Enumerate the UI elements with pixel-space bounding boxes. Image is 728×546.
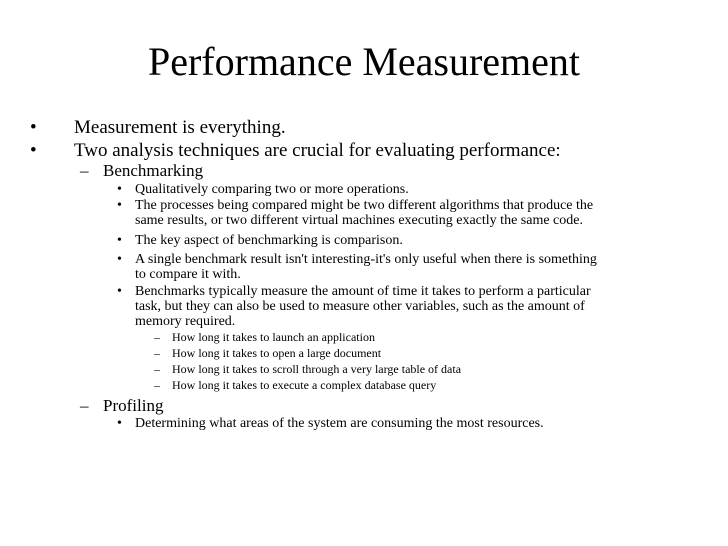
slide-title: Performance Measurement [147, 39, 581, 84]
dash-icon: – [80, 161, 89, 180]
list-item-text: Benchmarking [103, 161, 204, 180]
list-item-text: How long it takes to launch an application [172, 330, 375, 344]
bullet-icon: • [117, 233, 122, 248]
list-item-text: task, but they can also be used to measure other variables, such as the amount of [135, 299, 585, 314]
bullet-icon: • [117, 416, 122, 431]
list-item-text: The key aspect of benchmarking is comparison. [135, 233, 403, 248]
list-item-text: Determining what areas of the system are consuming the most resources. [135, 416, 544, 431]
bullet-icon: • [117, 198, 122, 213]
list-item-text: Benchmarks typically measure the amount of time it takes to perform a particular [135, 284, 591, 299]
list-item-text: Two analysis techniques are crucial for evaluating performance: [74, 140, 561, 161]
list-item-text: How long it takes to execute a complex database query [172, 378, 437, 392]
list-item-text: Profiling [103, 396, 164, 415]
dash-icon: – [154, 362, 160, 376]
bullet-icon: • [30, 117, 37, 138]
list-item-text: Measurement is everything. [74, 117, 286, 138]
list-item-text: to compare it with. [135, 267, 241, 282]
bullet-icon: • [117, 284, 122, 299]
dash-icon: – [154, 330, 160, 344]
bullet-icon: • [30, 140, 37, 161]
bullet-icon: • [117, 252, 122, 267]
list-item-text: memory required. [135, 314, 236, 329]
dash-icon: – [80, 396, 89, 415]
list-item-text: same results, or two different virtual machines executing exactly the same code. [135, 213, 583, 228]
dash-icon: – [154, 378, 160, 392]
list-item-text: How long it takes to open a large document [172, 346, 382, 360]
list-item-text: How long it takes to scroll through a very large table of data [172, 362, 462, 376]
dash-icon: – [154, 346, 160, 360]
bullet-icon: • [117, 182, 122, 197]
list-item-text: Qualitatively comparing two or more operations. [135, 182, 409, 197]
list-item-text: A single benchmark result isn't interesting-it's only useful when there is something [135, 252, 597, 267]
list-item-text: The processes being compared might be two different algorithms that produce the [135, 198, 594, 213]
